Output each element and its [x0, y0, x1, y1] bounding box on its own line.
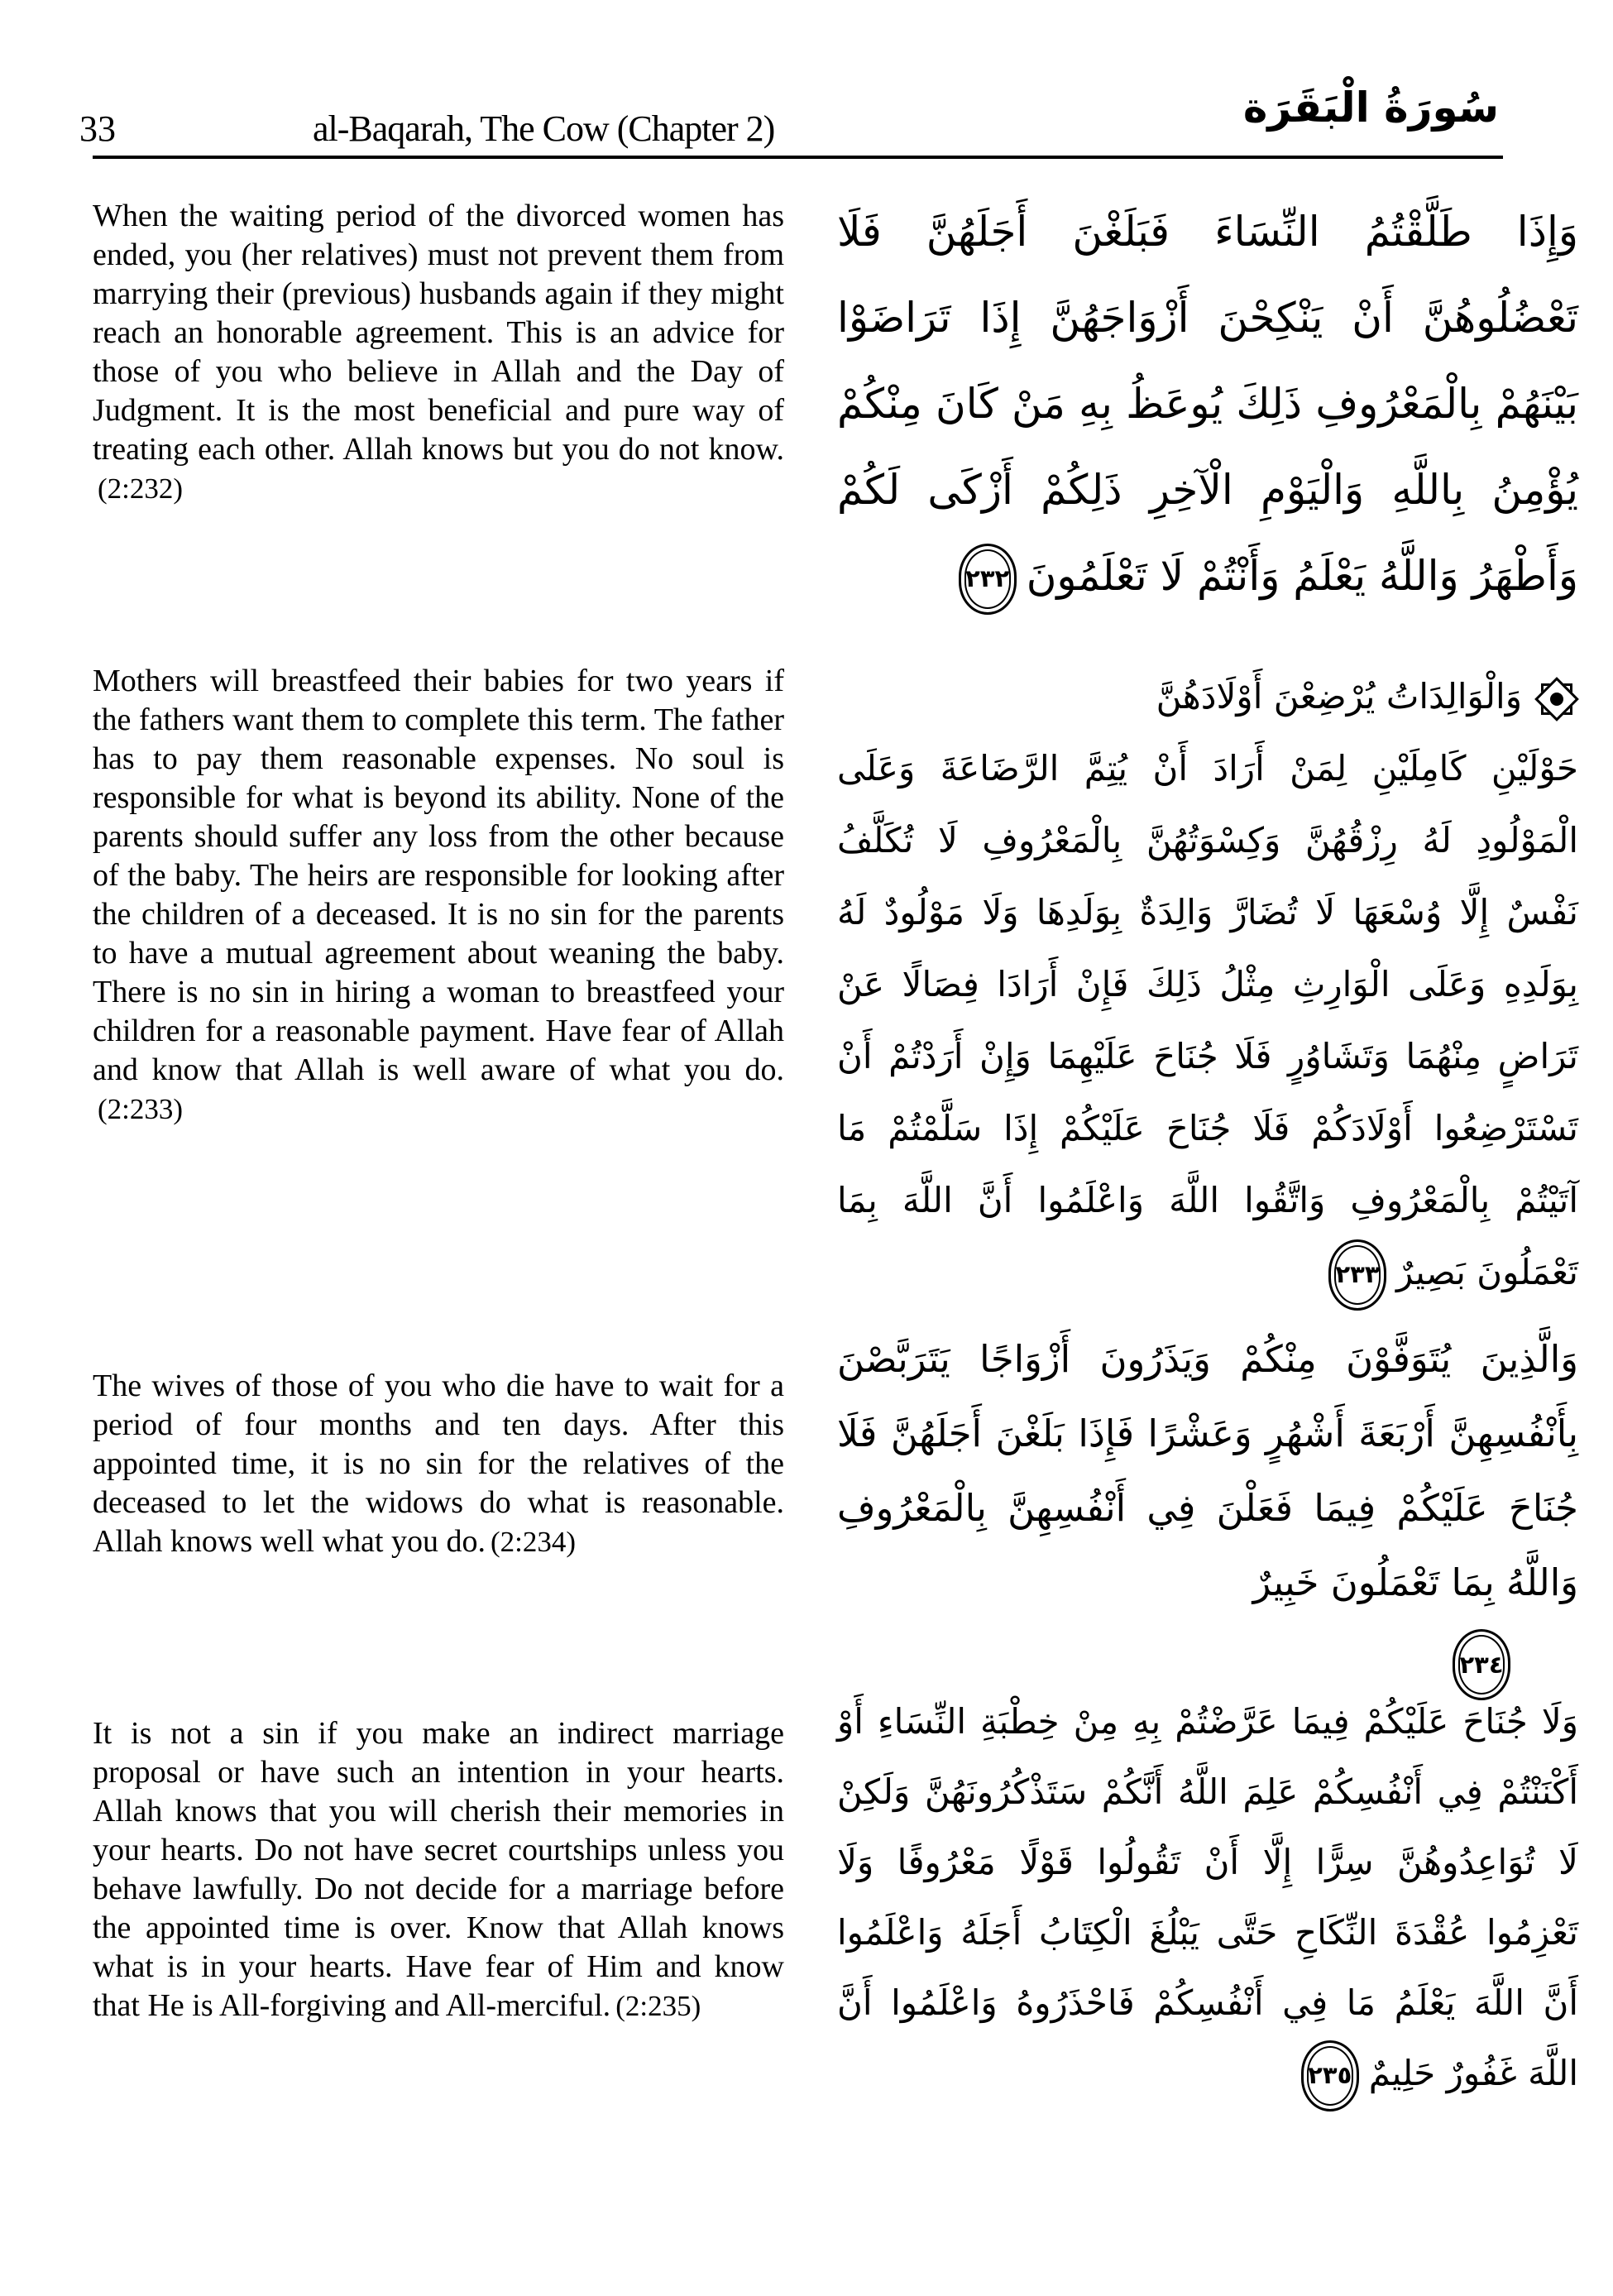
translation-paragraph-233 [93, 662, 784, 1129]
arabic-verse-text [837, 1686, 1578, 2111]
page-number: 33 [79, 108, 116, 149]
arabic-text: وَالْوَالِدَاتُ يُرْضِعْنَ أَوْلَادَهُنَّ [1156, 676, 1522, 717]
translation-paragraph-234 [93, 1367, 784, 1561]
ayah-end-marker-icon [959, 544, 1017, 615]
verse-reference: (2:235) [615, 1990, 701, 2022]
verse-reference: (2:234) [490, 1526, 576, 1558]
verse-reference: (2:232) [98, 472, 184, 505]
ayah-number: ٢٣٣ [1335, 1260, 1380, 1288]
translation-text: When the waiting period of the divorced women has ended, you (her relatives) must not prevent them from marrying their (previous) husbands again if they might reach an honorable agreement. This is an advice for those of you who believe in Allah and the Day of Judgment. It is the most beneficial and pure way of treating each other. Allah knows but you do not know. [93, 199, 784, 467]
arabic-text: حَوْلَيْنِ كَامِلَيْنِ لِمَنْ أَرَادَ أَنْ يُتِمَّ الرَّضَاعَةَ وَعَلَى الْمَوْلُودِ لَهُ رِزْقُهُنَّ وَكِسْوَتُهُنَّ بِالْمَعْرُوفِ لَا تُكَلَّفُ نَفْسٌ إِلَّا وُسْعَهَا لَا تُضَارَّ وَالِدَةٌ بِوَلَدِهَا وَلَا مَوْلُودٌ لَهُ بِوَلَدِهِ وَعَلَى الْوَارِثِ مِثْلُ ذَلِكَ فَإِنْ أَرَادَا فِصَالًا عَنْ تَرَاضٍ مِنْهُمَا وَتَشَاوُرٍ فَلَا جُنَاحَ عَلَيْهِمَا وَإِنْ أَرَدْتُمْ أَنْ تَسْتَرْضِعُوا أَوْلَادَكُمْ فَلَا جُنَاحَ عَلَيْكُمْ إِذَا سَلَّمْتُمْ مَا آتَيْتُمْ بِالْمَعْرُوفِ وَاتَّقُوا اللَّهَ وَاعْلَمُوا أَنَّ اللَّهَ بِمَا تَعْمَلُونَ بَصِيرٌ [837, 748, 1578, 1292]
header-divider-rule [93, 156, 1503, 159]
arabic-verse-234 [837, 1322, 1578, 1700]
arabic-verse-opening-line [837, 660, 1578, 732]
arabic-verse-text [837, 189, 1578, 619]
ayah-number: ٢٣٢ [965, 564, 1010, 592]
translation-paragraph-235 [93, 1714, 784, 2025]
arabic-verse-232 [837, 189, 1578, 619]
ayah-number: ٢٣٤ [1459, 1650, 1504, 1679]
verse-reference: (2:233) [98, 1093, 184, 1125]
ayah-end-marker-icon [1328, 1239, 1386, 1311]
translation-paragraph-232 [93, 197, 784, 508]
chapter-title: al-Baqarah, The Cow (Chapter 2) [313, 108, 775, 149]
arabic-verse-233 [837, 660, 1578, 1311]
translation-text: The wives of those of you who die have to wait for a period of four months and ten days. After this appointed time, it is no sin for the relatives of the deceased to let the widows do what is reasonable. Allah knows well what you do. [93, 1368, 784, 1559]
arabic-verse-235 [837, 1686, 1578, 2111]
arabic-text: وَإِذَا طَلَّقْتُمُ النِّسَاءَ فَبَلَغْنَ أَجَلَهُنَّ فَلَا تَعْضُلُوهُنَّ أَنْ يَنْكِحْنَ أَزْوَاجَهُنَّ إِذَا تَرَاضَوْا بَيْنَهُمْ بِالْمَعْرُوفِ ذَلِكَ يُوعَظُ بِهِ مَنْ كَانَ مِنْكُمْ يُؤْمِنُ بِاللَّهِ وَالْيَوْمِ الْآخِرِ ذَلِكُمْ أَزْكَى لَكُمْ وَأَطْهَرُ وَاللَّهُ يَعْلَمُ وَأَنْتُمْ لَا تَعْلَمُونَ [837, 208, 1578, 600]
ayah-end-marker-icon [1301, 2040, 1359, 2111]
arabic-verse-text [837, 1322, 1578, 1620]
rub-el-hizb-icon [1535, 678, 1578, 721]
translation-text: It is not a sin if you make an indirect marriage proposal or have such an intention in your hearts. Allah knows that you will cherish their memories in your hearts. Do not have secret courtships unless you behave lawfully. Do not decide for a marriage before the appointed time is over. Know that Allah knows what is in your hearts. Have fear of Him and know that He is All-forgiving and All-merciful. [93, 1716, 784, 2023]
ayah-number: ٢٣٥ [1308, 2061, 1352, 2089]
arabic-text: وَالَّذِينَ يُتَوَفَّوْنَ مِنْكُمْ وَيَذَرُونَ أَزْوَاجًا يَتَرَبَّصْنَ بِأَنْفُسِهِنَّ أَرْبَعَةَ أَشْهُرٍ وَعَشْرًا فَإِذَا بَلَغْنَ أَجَلَهُنَّ فَلَا جُنَاحَ عَلَيْكُمْ فِيمَا فَعَلْنَ فِي أَنْفُسِهِنَّ بِالْمَعْرُوفِ وَاللَّهُ بِمَا تَعْمَلُونَ خَبِيرٌ [837, 1337, 1578, 1604]
translation-text: Mothers will breastfeed their babies for two years if the fathers want them to complete this term. The father has to pay them reasonable expenses. No soul is responsible for what is beyond its ability. None of the parents should suffer any loss from the other because of the baby. The heirs are responsible for looking after the children of a deceased. It is no sin for the parents to have a mutual agreement about weaning the baby. There is no sin in hiring a woman to breastfeed your children for a reasonable payment. Have fear of Allah and know that Allah is well aware of what you do. [93, 664, 784, 1087]
arabic-text: وَلَا جُنَاحَ عَلَيْكُمْ فِيمَا عَرَّضْتُمْ بِهِ مِنْ خِطْبَةِ النِّسَاءِ أَوْ أَكْنَنْتُمْ فِي أَنْفُسِكُمْ عَلِمَ اللَّهُ أَنَّكُمْ سَتَذْكُرُونَهُنَّ وَلَكِنْ لَا تُوَاعِدُوهُنَّ سِرًّا إِلَّا أَنْ تَقُولُوا قَوْلًا مَعْرُوفًا وَلَا تَعْزِمُوا عُقْدَةَ النِّكَاحِ حَتَّى يَبْلُغَ الْكِتَابُ أَجَلَهُ وَاعْلَمُوا أَنَّ اللَّهَ يَعْلَمُ مَا فِي أَنْفُسِكُمْ فَاحْذَرُوهُ وَاعْلَمُوا أَنَّ اللَّهَ غَفُورٌ حَلِيمٌ [837, 1701, 1578, 2093]
surah-title-calligraphy: سُورَةُ الْبَقَرَة [1242, 84, 1499, 132]
arabic-verse-text [837, 732, 1578, 1311]
